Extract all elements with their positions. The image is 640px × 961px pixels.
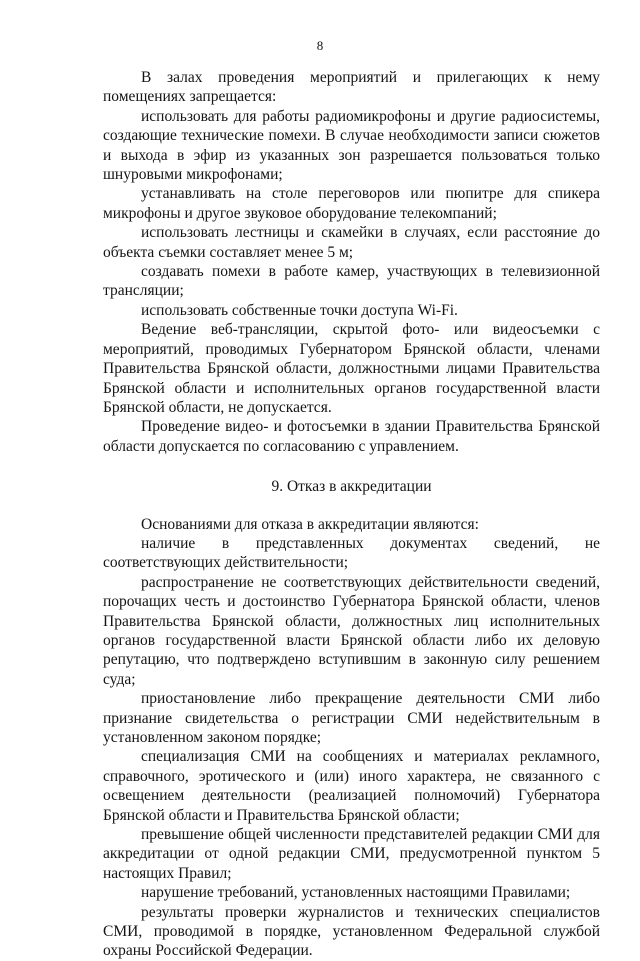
- document-body: [103, 68, 600, 961]
- paragraph-photo-video: Проведение видео- и фотосъемки в здании Правительства Брянской области допускается по согласованию с управлением.: [103, 418, 600, 455]
- paragraph-camera-interference: создавать помехи в работе камер, участвующих в телевизионной трансляции;: [103, 263, 600, 300]
- paragraph-specialization: специализация СМИ на сообщениях и материалах рекламного, справочного, эротического и (или) иного характера, не связанного с освещением деятельности (реализацией полномочий) Губернатора Брянской области и Правительства Брянской области;: [103, 748, 600, 824]
- paragraph-false-info: наличие в представленных документах сведений, не соответствующих действительности;: [103, 534, 600, 572]
- paragraph-wifi: использовать собственные точки доступа Wi-Fi.: [141, 301, 458, 319]
- paragraph-ladders: использовать лестницы и скамейки в случаях, если расстояние до объекта съемки составляет менее 5 м;: [103, 224, 600, 261]
- section-restrictions: [103, 68, 600, 456]
- paragraph-web-broadcast: Ведение веб-трансляции, скрытой фото- или видеосъемки с мероприятий, проводимых Губернатором Брянской области, членами Правительства Брянской области, должностными лицами Правительства Брянской области и исполнительных органов государственной власти Брянской области, не допускается.: [103, 321, 600, 416]
- section-refusal: [103, 515, 600, 961]
- paragraph-intro-restrictions: В залах проведения мероприятий и прилегающих к нему помещениях запрещается:: [103, 69, 600, 106]
- paragraph-table-microphones: устанавливать на столе переговоров или пюпитре для спикера микрофоны и другое звуковое оборудование телекомпаний;: [103, 185, 600, 222]
- paragraph-security-check: результаты проверки журналистов и технических специалистов СМИ, проводимой в порядке, установленном Федеральной службой охраны Российской Федерации.: [103, 903, 600, 960]
- paragraph-rule-violation: нарушение требований, установленных настоящими Правилами;: [141, 884, 571, 902]
- paragraph-quota-exceeded: превышение общей численности представителей редакции СМИ для аккредитации от одной редакции СМИ, предусмотренной пунктом 5 настоящих Правил;: [103, 826, 600, 882]
- paragraph-radiomicrophones: использовать для работы радиомикрофоны и другие радиосистемы, создающие технические помехи. В случае необходимости записи сюжетов и выхода в эфир из указанных зон разрешается пользоваться только шнуровыми микрофонами;: [103, 107, 600, 184]
- paragraph-defamation: распространение не соответствующих действительности сведений, порочащих честь и достоинство Губернатора Брянской области, членов Правительства Брянской области, должностных лиц исполнительных органов государственной власти Брянской области либо их деловую репутацию, что подтверждено вступившим в законную силу решением суда;: [103, 573, 600, 688]
- paragraph-suspension: приостановление либо прекращение деятельности СМИ либо признание свидетельства о регистрации СМИ недействительным в установленном законом порядке;: [103, 690, 600, 746]
- page-number: 8: [316, 38, 324, 53]
- paragraph-refusal-intro: Основаниями для отказа в аккредитации являются:: [141, 515, 479, 533]
- section-heading: 9. Отказ в аккредитации: [271, 478, 432, 496]
